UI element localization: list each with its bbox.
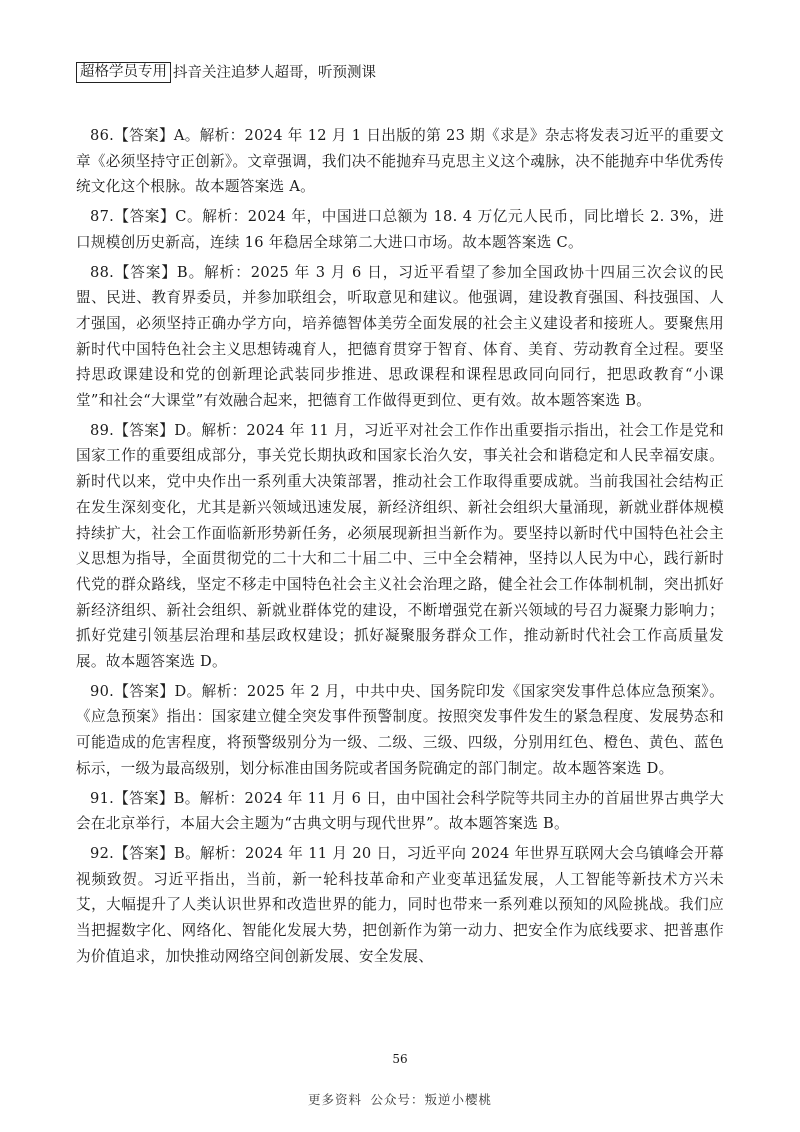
answer-91-text: 91.【答案】B。解析：2024 年 11 月 6 日，由中国社会科学院等共同主办的首届世界古典学大会在北京举行，本届大会主题为“古典文明与现代世界”。故本题答案选 B。: [76, 789, 724, 833]
page-footer: 更多资料 公众号：叛逆小樱桃: [307, 1092, 493, 1107]
header-badge: 超格学员专用: [76, 62, 171, 83]
answer-92: [76, 841, 724, 970]
answer-list: [76, 123, 724, 970]
answer-91: [76, 786, 724, 837]
header-text: 抖音关注追梦人超哥，听预测课: [173, 64, 376, 81]
answer-88: [76, 260, 724, 414]
answer-87-text: 87.【答案】C。解析：2024 年，中国进口总额为 18. 4 万亿元人民币，同比增长 2. 3%，进口规模创历史新高，连续 16 年稳居全球第二大进口市场。故本题答案选 C。: [76, 208, 724, 251]
answer-92-text: 92.【答案】B。解析：2024 年 11 月 20 日，习近平向 2024 年世界互联网大会乌镇峰会开幕视频致贺。习近平指出，当前，新一轮科技革命和产业变革迅猛发展，人工智能等新技术方兴未艾，大幅提升了人类认识世界和改造世界的能力，同时也带来一系列难以预知的风险挑战。我们应当把握数字化、网络化、智能化发展大势，把创新作为第一动力、把安全作为底线要求、把普惠作为价值追求，加快推动网络空间创新发展、安全发展、: [76, 844, 724, 965]
answer-88-text: 88.【答案】B。解析：2025 年 3 月 6 日，习近平看望了参加全国政协十四届三次会议的民盟、民进、教育界委员，并参加联组会，听取意见和建议。他强调，建设教育强国、科技强国、人才强国，必须坚持正确办学方向，培养德智体美劳全面发展的社会主义建设者和接班人。要聚焦用新时代中国特色社会主义思想铸魂育人，把德育贯穿于智育、体育、美育、劳动教育全过程。要坚持思政课建设和党的创新理论武装同步推进、思政课程和课程思政同向同行，把思政教育“小课堂”和社会“大课堂”有效融合起来，把德育工作做得更到位、更有效。故本题答案选 B。: [76, 263, 724, 410]
answer-89: [76, 418, 724, 675]
answer-90-text: 90.【答案】D。解析：2025 年 2 月，中共中央、国务院印发《国家突发事件总体应急预案》。《应急预案》指出：国家建立健全突发事件预警制度。按照突发事件发生的紧急程度、发展势态和可能造成的危害程度，将预警级别分为一级、二级、三级、四级，分别用红色、橙色、黄色、蓝色标示，一级为最高级别，划分标准由国务院或者国务院确定的部门制定。故本题答案选 D。: [76, 682, 724, 777]
answer-87: [76, 204, 724, 255]
page-number: 56: [392, 1052, 408, 1066]
page-header: [76, 62, 376, 83]
answer-89-text: 89.【答案】D。解析：2024 年 11 月，习近平对社会工作作出重要指示指出，社会工作是党和国家工作的重要组成部分，事关党长期执政和国家长治久安，事关社会和谐稳定和人民幸福安康。新时代以来，党中央作出一系列重大决策部署，推动社会工作取得重要成就。当前我国社会结构正在发生深刻变化，尤其是新兴领域迅速发展，新经济组织、新社会组织大量涌现，新就业群体规模持续扩大，社会工作面临新形势新任务，必须展现新担当新作为。要坚持以新时代中国特色社会主义思想为指导，全面贯彻党的二十大和二十届二中、三中全会精神，坚持以人民为中心，践行新时代党的群众路线，坚定不移走中国特色社会主义社会治理之路，健全社会工作体制机制，突出抓好新经济组织、新社会组织、新就业群体党的建设，不断增强党在新兴领域的号召力凝聚力影响力；抓好党建引领基层治理和基层政权建设；抓好凝聚服务群众工作，推动新时代社会工作高质量发展。故本题答案选 D。: [76, 421, 724, 671]
answer-86-text: 86.【答案】A。解析：2024 年 12 月 1 日出版的第 23 期《求是》杂志将发表习近平的重要文章《必须坚持守正创新》。文章强调，我们决不能抛弃马克思主义这个魂脉，决不能抛弃中华优秀传统文化这个根脉。故本题答案选 A。: [76, 127, 724, 196]
answer-90: [76, 679, 724, 782]
answer-86: [76, 123, 724, 200]
